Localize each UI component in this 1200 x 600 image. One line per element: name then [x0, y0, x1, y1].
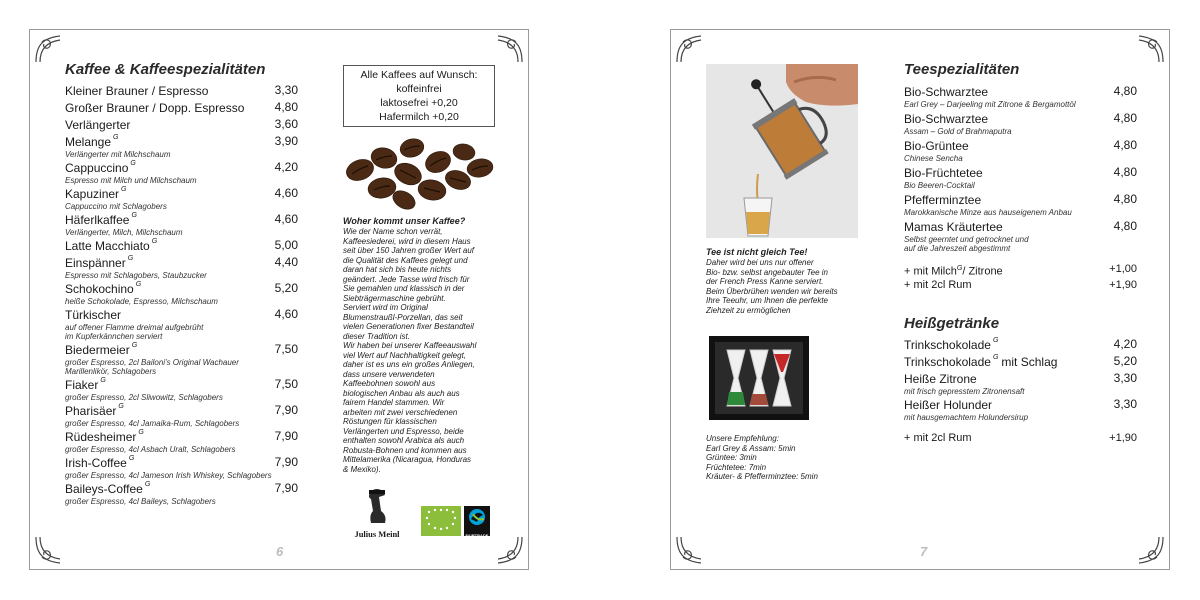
extra-price: +1,90 [1109, 279, 1137, 291]
item-price: 4,80 [1113, 111, 1137, 125]
corner-ornament [1135, 34, 1165, 64]
tea-extra-rum [904, 278, 1137, 292]
item-description: Assam – Gold of Brahmaputra [904, 127, 1012, 136]
item-name: Pfefferminztee [904, 193, 982, 207]
fairtrade-label: FAIRTRADE [465, 533, 489, 538]
menu-item [904, 396, 1137, 422]
item-description: auf offener Flamme dreimal aufgebrüht im Kupferkännchen serviert [65, 323, 204, 341]
menu-item [65, 376, 298, 402]
menu-item [904, 336, 1137, 353]
item-description: Bio Beeren-Cocktail [904, 181, 975, 190]
julius-meinl-logo [340, 485, 414, 540]
item-name: Fiaker [65, 378, 99, 392]
coffee-menu-list [65, 82, 298, 506]
info-line: koffeinfrei [396, 83, 442, 95]
item-price: 4,20 [1113, 337, 1137, 351]
item-price: 4,80 [1113, 219, 1137, 233]
item-description: großer Espresso, 4cl Baileys, Schlagobers [65, 497, 216, 506]
hot-drinks-menu-list [904, 336, 1137, 422]
menu-item [65, 99, 298, 116]
item-name: Bio-Früchtetee [904, 166, 983, 180]
page-number: 7 [920, 544, 928, 559]
item-price: 3,30 [1113, 371, 1137, 385]
item-name: Kleiner Brauner / Espresso [65, 84, 209, 98]
allergen-mark: G [113, 134, 119, 141]
item-price: 4,80 [274, 100, 298, 114]
item-name-suffix: mit Schlag [1001, 355, 1058, 369]
item-price: 4,80 [1113, 84, 1137, 98]
tea-menu-list [904, 83, 1137, 253]
coffee-origin-text [343, 216, 503, 474]
coffee-beans-image [334, 130, 500, 216]
allergen-mark: G [992, 337, 999, 344]
item-name: Bio-Schwarztee [904, 112, 989, 126]
menu-item [65, 402, 298, 428]
allergen-mark: G [130, 160, 136, 167]
item-price: 3,60 [274, 117, 298, 131]
item-price: 5,00 [274, 238, 298, 252]
menu-item [904, 370, 1137, 396]
origin-heading: Woher kommt unser Kaffee? [343, 216, 466, 226]
allergen-mark: G [127, 255, 134, 262]
item-name: Mamas Kräutertee [904, 220, 1003, 234]
info-line: laktosefrei +0,20 [380, 97, 458, 109]
item-name: Türkischer [65, 308, 122, 322]
item-description: Marokkanische Minze aus hauseigenem Anbau [904, 208, 1072, 217]
allergen-mark: G [128, 455, 135, 462]
tea-recommendation: Unsere Empfehlung: Earl Grey & Assam: 5min Grüntee: 3min Früchtetee: 7min Kräuter- & Pfefferminztee: 5min [706, 434, 818, 481]
item-name: Irish-Coffee [65, 456, 127, 470]
item-price: 4,60 [274, 212, 298, 226]
item-description: großer Espresso, 4cl Jamaika-Rum, Schlagobers [65, 419, 240, 428]
item-price: 4,60 [274, 186, 298, 200]
item-price: 7,90 [274, 481, 298, 495]
info-line: Alle Kaffees auf Wunsch: [360, 69, 478, 81]
item-price: 7,90 [274, 429, 298, 443]
corner-ornament [34, 34, 64, 64]
allergen-mark: G [131, 342, 138, 349]
menu-item [65, 341, 298, 376]
menu-item [904, 218, 1137, 253]
item-name: Bio-Schwarztee [904, 85, 989, 99]
menu-item [904, 353, 1137, 370]
menu-item [904, 191, 1137, 217]
item-name: Baileys-Coffee [65, 482, 143, 496]
corner-ornament [1135, 535, 1165, 565]
item-price: 7,50 [274, 377, 298, 391]
item-price: 3,30 [1113, 397, 1137, 411]
item-description: Espresso mit Schlagobers, Staubzucker [65, 271, 207, 280]
menu-item [904, 110, 1137, 136]
corner-ornament [675, 535, 705, 565]
info-line: Hafermilch +0,20 [379, 111, 459, 123]
menu-item [904, 137, 1137, 163]
tea-section-title: Teespezialitäten [904, 61, 1020, 78]
allergen-mark: G [121, 186, 127, 193]
extra-price: +1,00 [1109, 263, 1137, 275]
menu-page-left [29, 29, 529, 570]
item-name: Einspänner [65, 256, 126, 270]
item-price: 7,90 [274, 403, 298, 417]
item-name: Kapuziner [65, 187, 120, 201]
item-name: Heißer Holunder [904, 398, 993, 412]
item-description: mit hausgemachtem Holundersirup [904, 413, 1029, 422]
item-description: Selbst geerntet und getrocknet und auf die Jahreszeit abgestimmt [904, 235, 1029, 253]
item-price: 7,90 [274, 455, 298, 469]
item-description: mit frisch gepresstem Zitronensaft [904, 387, 1025, 396]
item-name: Trinkschokolade [904, 338, 991, 352]
allergen-mark: G [118, 403, 124, 410]
tea-note-body: Daher wird bei uns nur offener Bio- bzw. selbst angebauter Tee in der French Press Kanne serviert. Beim Überbrühen wenden wir bereits Ihre Teeuhr, um Ihnen die perfekte Ziehzeit zu ermöglichen [706, 258, 838, 315]
menu-item [65, 280, 298, 306]
item-name: Pharisäer [65, 404, 117, 418]
item-price: 3,30 [274, 83, 298, 97]
hot-drinks-section-title: Heißgetränke [904, 315, 1000, 332]
item-price: 4,20 [274, 160, 298, 174]
menu-item [65, 454, 298, 480]
extra-label: + mit Milch [904, 265, 957, 278]
item-description: großer Espresso, 4cl Jameson Irish Whiskey, Schlagobers [65, 471, 272, 480]
item-price: 5,20 [274, 281, 298, 295]
french-press-image [706, 64, 858, 238]
eu-organic-logo [421, 506, 461, 536]
fairtrade-logo [464, 506, 490, 536]
item-price: 5,20 [1113, 354, 1137, 368]
extra-label: + mit 2cl Rum [904, 279, 972, 291]
item-name: Großer Brauner / Dopp. Espresso [65, 101, 245, 115]
item-description: großer Espresso, 2cl Sliwowitz, Schlagobers [65, 393, 223, 402]
item-description: Verlängerter mit Milchschaum [65, 150, 171, 159]
menu-item [65, 211, 298, 237]
item-name: Latte Macchiato [65, 239, 150, 253]
menu-item [65, 237, 298, 254]
menu-item [65, 480, 298, 506]
item-price: 3,90 [274, 134, 298, 148]
menu-item [65, 159, 298, 185]
corner-ornament [494, 34, 524, 64]
item-price: 7,50 [274, 342, 298, 356]
hot-extra-rum [904, 431, 1137, 445]
menu-item [65, 116, 298, 133]
tea-note-text [706, 247, 866, 315]
item-name: Heiße Zitrone [904, 372, 977, 386]
menu-item [65, 254, 298, 280]
item-name: Bio-Grüntee [904, 139, 969, 153]
brand-name: Julius Meinl [354, 529, 400, 539]
tea-timer-image [703, 332, 815, 426]
allergen-mark: G [131, 212, 137, 219]
allergen-mark: G [100, 377, 106, 384]
menu-item [65, 306, 298, 341]
item-name: Cappuccino [65, 161, 129, 175]
origin-body: Wie der Name schon verrät, Kaffeesiederei, wird in diesem Haus seit über 150 Jahren großer Wert auf die Qualität des Kaffees gelegt und daran hat sich bis heute nichts geändert. Jede Tasse wird frisch für Sie gemahlen und klassisch in der Siebträgermaschine gebrüht. Serviert wird im Original Blumenstraußl-Porzellan, das seit vielen Generationen fixer Bestandteil dieser Tradition ist. Wir haben bei unserer Kaffeeauswahl viel Wert auf Nachhaltigkeit gelegt, daher ist es uns ein großes Anliegen, dass unsere verwendeten Kaffeebohnen sowohl aus biologischen Anbau als auch aus fairem Handel stammen. Wir arbeiten mit zwei verschiedenen Röstungen für klassischen Verlängerten und Espresso, beide enthalten sowohl Arabica als auch Robusta-Bohnen und kommen aus Mittelamerika (Nicaragua, Honduras & Mexiko). [343, 227, 477, 474]
item-description: Espresso mit Milch und Milchschaum [65, 176, 197, 185]
item-name: Biedermeier [65, 343, 130, 357]
item-name: Rüdesheimer [65, 430, 137, 444]
allergen-mark: G [144, 481, 151, 488]
item-price: 4,80 [1113, 165, 1137, 179]
item-description: Cappuccino mit Schlagobers [65, 202, 167, 211]
item-name: Trinkschokolade [904, 355, 991, 369]
item-description: großer Espresso, 2cl Bailoni's Original Wachauer Marillenlikör, Schlagobers [65, 358, 239, 376]
menu-item [904, 83, 1137, 109]
menu-page-right [670, 29, 1170, 570]
corner-ornament [494, 535, 524, 565]
item-description: heiße Schokolade, Espresso, Milchschaum [65, 297, 218, 306]
item-description: Chinese Sencha [904, 154, 963, 163]
menu-item [65, 428, 298, 454]
item-description: Earl Grey – Darjeeling mit Zitrone & Bergamottöl [904, 100, 1076, 109]
extra-price: +1,90 [1109, 432, 1137, 444]
allergen-mark: G [956, 265, 963, 272]
item-name: Häferlkaffee [65, 213, 130, 227]
tea-note-heading: Tee ist nicht gleich Tee! [706, 247, 808, 257]
extra-label: + mit 2cl Rum [904, 432, 972, 444]
item-description: Verlängerter, Milch, Milchschaum [65, 228, 183, 237]
allergen-mark: G [135, 281, 142, 288]
coffee-options-box [343, 65, 495, 127]
item-price: 4,40 [274, 255, 298, 269]
item-description: großer Espresso, 4cl Asbach Uralt, Schlagobers [65, 445, 236, 454]
allergen-mark: G [992, 354, 999, 361]
menu-item [65, 133, 298, 159]
item-name: Melange [65, 135, 112, 149]
item-price: 4,60 [274, 307, 298, 321]
item-price: 4,80 [1113, 192, 1137, 206]
menu-item [904, 164, 1137, 190]
item-name: Schokochino [65, 282, 134, 296]
page-number: 6 [276, 544, 284, 559]
corner-ornament [34, 535, 64, 565]
extra-label-suffix: / Zitrone [962, 265, 1003, 278]
corner-ornament [675, 34, 705, 64]
menu-item [65, 185, 298, 211]
item-price: 4,80 [1113, 138, 1137, 152]
allergen-mark: G [151, 238, 158, 245]
item-name: Verlängerter [65, 118, 131, 132]
tea-extra-milk [904, 262, 1137, 276]
allergen-mark: G [138, 429, 144, 436]
coffee-section-title: Kaffee & Kaffeespezialitäten [65, 61, 266, 78]
menu-item [65, 82, 298, 99]
